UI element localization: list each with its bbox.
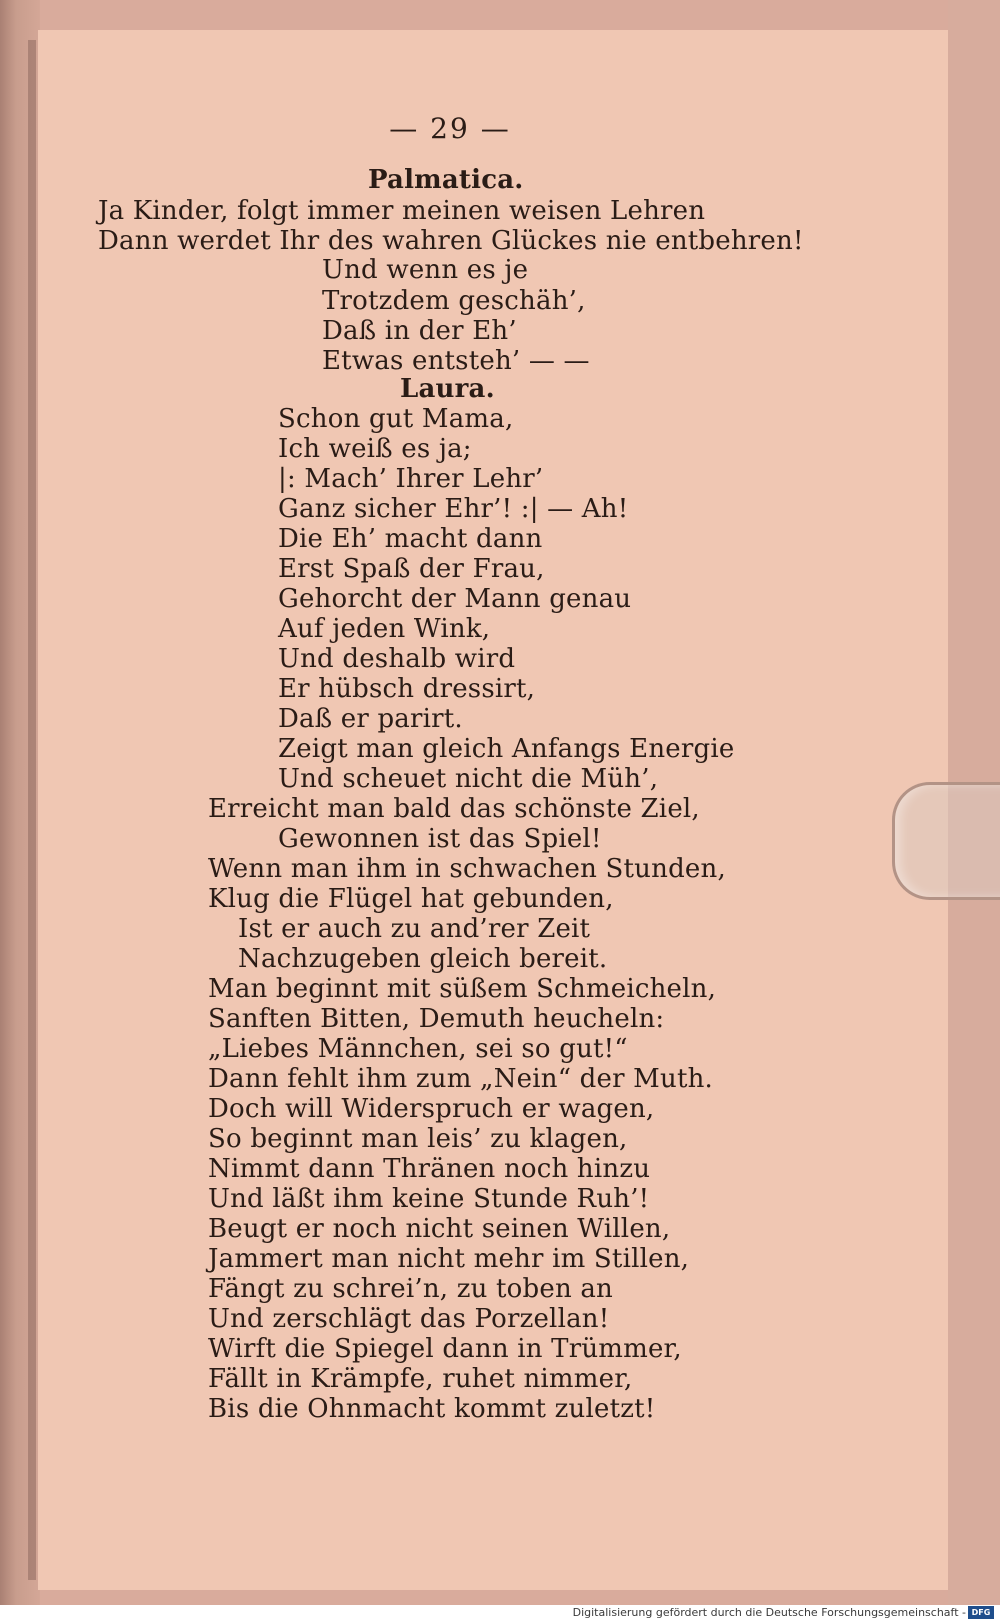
- poem-line: Sanften Bitten, Demuth heucheln:: [208, 1004, 665, 1034]
- poem-line: Doch will Widerspruch er wagen,: [208, 1094, 655, 1124]
- poem-line: Und deshalb wird: [278, 644, 516, 674]
- poem-line: Nimmt dann Thränen noch hinzu: [208, 1154, 651, 1184]
- poem-line: Klug die Flügel hat gebunden,: [208, 884, 614, 914]
- speaker-heading-laura: Laura.: [400, 374, 495, 404]
- poem-line: Wenn man ihm in schwachen Stunden,: [208, 854, 726, 884]
- poem-line: Fällt in Krämpfe, ruhet nimmer,: [208, 1364, 633, 1394]
- poem-line: Fängt zu schrei’n, zu toben an: [208, 1274, 614, 1304]
- poem-line: Schon gut Mama,: [278, 404, 514, 434]
- poem-line: Er hübsch dressirt,: [278, 674, 536, 704]
- poem-line: Ja Kinder, folgt immer meinen weisen Lehren: [98, 196, 706, 226]
- poem-line: Beugt er noch nicht seinen Willen,: [208, 1214, 671, 1244]
- poem-line: Ich weiß es ja;: [278, 434, 472, 464]
- poem-line: Und wenn es je: [322, 255, 529, 285]
- poem-line: Erst Spaß der Frau,: [278, 554, 545, 584]
- poem-line: Bis die Ohnmacht kommt zuletzt!: [208, 1394, 656, 1424]
- poem-line: Dann werdet Ihr des wahren Glückes nie entbehren!: [98, 226, 804, 256]
- poem-line: So beginnt man leis’ zu klagen,: [208, 1124, 628, 1154]
- poem-line: Daß in der Eh’: [322, 316, 517, 346]
- poem-line: „Liebes Männchen, sei so gut!“: [208, 1034, 628, 1064]
- poem-line: Und scheuet nicht die Müh’,: [278, 764, 659, 794]
- poem-line: Zeigt man gleich Anfangs Energie: [278, 734, 735, 764]
- poem-line: Ganz sicher Ehr’! :| — Ah!: [278, 494, 629, 524]
- poem-line: |: Mach’ Ihrer Lehr’: [278, 464, 544, 494]
- poem-line: Nachzugeben gleich bereit.: [238, 944, 608, 974]
- speaker-heading-palmatica: Palmatica.: [368, 165, 524, 195]
- poem-line: Daß er parirt.: [278, 704, 463, 734]
- poem-line: Und läßt ihm keine Stunde Ruh’!: [208, 1184, 650, 1214]
- poem-line: Gehorcht der Mann genau: [278, 584, 632, 614]
- poem-line: Jammert man nicht mehr im Stillen,: [208, 1244, 690, 1274]
- poem-line: Ist er auch zu and’rer Zeit: [238, 914, 591, 944]
- dfg-logo: DFG: [968, 1606, 994, 1619]
- poem-line: Man beginnt mit süßem Schmeicheln,: [208, 974, 717, 1004]
- poem-line: Wirft die Spiegel dann in Trümmer,: [208, 1334, 682, 1364]
- poem-line: Auf jeden Wink,: [278, 614, 491, 644]
- poem-line: Erreicht man bald das schönste Ziel,: [208, 794, 700, 824]
- poem-line: Trotzdem geschäh’,: [322, 286, 586, 316]
- poem-line: Gewonnen ist das Spiel!: [278, 824, 602, 854]
- poem-line: Etwas entsteh’ — —: [322, 346, 590, 376]
- poem-line: Dann fehlt ihm zum „Nein“ der Muth.: [208, 1064, 713, 1094]
- page-number: — 29 —: [389, 112, 511, 145]
- poem-line: Und zerschlägt das Porzellan!: [208, 1304, 610, 1334]
- poem-line: Die Eh’ macht dann: [278, 524, 543, 554]
- digitization-credit: Digitalisierung gefördert durch die Deutsche Forschungsgemeinschaft -: [572, 1606, 966, 1619]
